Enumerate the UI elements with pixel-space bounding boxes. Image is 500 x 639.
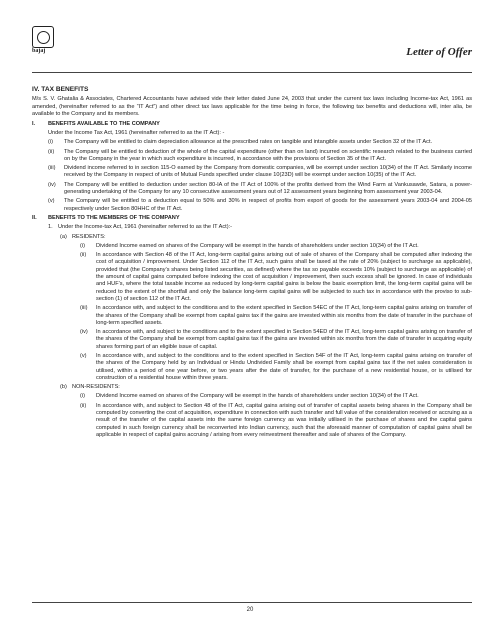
- list-item: (ii) In accordance with, and subject to Section 48 of the IT Act, capital gains arising out of transfer of capital assets being shares in the Company shall be computed by converting the cost of acquisition, expenditure in connection with such transfer and full value of the consideration received or accruing as a result of the transfer of the capital assets into the same foreign currency as was initially utilised in the purchase of shares and the capital gains computed in such foreign currency shall be reconverted into Indian currency, such that the aforesaid manner of computation of capital gains shall be applicable in respect of capital gains accruing / arising from every reinvestment thereafter and sale of shares of the Company.: [80, 402, 472, 438]
- section-title: IV. TAX BENEFITS: [32, 86, 89, 93]
- page-number: 20: [246, 607, 254, 613]
- document-title: Letter of Offer: [406, 46, 472, 58]
- header-rule: [32, 72, 472, 73]
- list-item: (iv) The Company will be entitled to deduction under section 80-IA of the IT Act of 100% of the profits derived from the Wind Farm at Vankusawde, Satara, a power-generating undertaking of the Company for any 10 consecutive assessment years out of 12 assessment years beginning from assessment year 2003-04.: [48, 181, 472, 196]
- footer-rule: [32, 602, 472, 603]
- list-item: (v) In accordance with, and subject to the conditions and to the extent specified in Section 54F of the IT Act, long-term capital gains arising on transfer of the shares of the Company held by an Individual or Hindu Undivided Family shall be exempt from capital gains tax if the net sales consideration is utilised, within a period of one year before, or two years after the date of transfer, for the purchase of a new residential house, or is utilised for construction of a residential house within three years.: [80, 353, 472, 381]
- list-item: (iii) Dividend income referred to in section 115-O earned by the Company from domestic companies, will be exempt under section 10(34) of the IT Act. Similarly income received by the Company in respect of units of Mutual Funds specified under clause 10(23D) will be exempt under section 10(35) of the IT Act.: [48, 165, 472, 179]
- non-residents-benefits-list: [80, 393, 472, 439]
- members-benefits-lead: 1. Under the Income-tax Act, 1961 (hereinafter referred to as the IT Act):-: [48, 224, 233, 231]
- section-intro: M/s S. V. Ghatalia & Associates, Chartered Accountants have advised vide their letter dated June 24, 2003 that under the current tax laws including Income-tax Act, 1961 as amended, (hereinafter referred to as the “IT Act”) and other direct tax laws applicable for the time being in force, the following tax benefits and deductions will, inter alia, be available to the Company and its members.: [32, 96, 472, 117]
- list-item: (i) Dividend Income earned on shares of the Company will be exempt in the hands of shareholders under section 10(34) of the IT Act.: [80, 393, 419, 400]
- non-residents-heading: (b) NON-RESIDENTS:: [60, 384, 120, 391]
- page-header: [32, 26, 472, 68]
- document-body: [32, 84, 472, 441]
- list-item: (iii) In accordance with, and subject to the conditions and to the extent specified in Section 54EC of the IT Act, long-term capital gains arising on transfer of the shares of the Company shall be exempt from capital gains tax if the gains are invested within six months from the date of transfer in the purchase of long-term specified assets.: [80, 305, 472, 326]
- residents-heading: (a) RESIDENTS:: [60, 233, 106, 240]
- list-item: (i) The Company will be entitled to claim depreciation allowance at the prescribed rates on tangible and intangible assets under Section 32 of the IT Act.: [48, 139, 433, 146]
- company-benefits-lead: Under the Income Tax Act, 1961 (hereinafter referred to as the IT Act): -: [48, 129, 225, 136]
- list-item: (ii) In accordance with Section 48 of the IT Act, long-term capital gains arising out of sale of shares of the Company shall be computed after indexing the cost of acquisition / improvement. Under Section 112 of the IT Act, such gains shall be taxed at the rate of 20% (subject to surcharge as applicable), provided that (the Company’s shares being listed securities, as defined) where the tax so payable exceeds 10% (subject to surcharge as applicable) of the amount of capital gains computed before indexing the cost of acquisition / improvement, then such excess shall be ignored. In case of individuals and HUF’s, where the total taxable income as reduced by long-term capital gains is below the basic exemption limit, the long-term capital gains will be reduced to the extent of the shortfall and only the balance long-term capital gains will be subjected to such tax in accordance with the proviso to sub-section (1) of section 112 of the IT Act.: [80, 252, 472, 302]
- company-benefits-list: [48, 139, 472, 213]
- list-item: (iv) In accordance with, and subject to the conditions and to the extent specified in Section 54ED of the IT Act, long-term capital gains arising on transfer of the shares of the Company shall be exempt from capital gains tax if the gains are invested within six months from the date of transfer in acquiring equity shares forming part of an eligible issue of capital.: [80, 329, 472, 350]
- residents-benefits-list: [80, 243, 472, 382]
- logo-emblem-icon: [32, 26, 54, 48]
- bajaj-logo: [32, 26, 56, 56]
- list-item: (i) Dividend Income earned on shares of the Company will be exempt in the hands of shareholders under section 10(34) of the IT Act.: [80, 242, 419, 249]
- logo-text: bajaj: [32, 48, 46, 54]
- members-benefits-heading: II. BENEFITS TO THE MEMBERS OF THE COMPANY: [32, 214, 180, 221]
- list-item: (ii) The Company will be entitled to deduction of the whole of the capital expenditure (other than on land) incurred on scientific research related to the business carried on by the Company in the year in which such expenditure is incurred, in accordance with the provisions of Section 35 of the IT Act.: [48, 148, 472, 162]
- list-item: (v) The Company will be entitled to a deduction equal to 50% and 30% in respect of profits from export of goods for the assessment years 2003-04 and 2004-05 respectively under Section 80HHC of the IT Act.: [48, 198, 472, 212]
- company-benefits-heading: I. BENEFITS AVAILABLE TO THE COMPANY: [32, 120, 160, 127]
